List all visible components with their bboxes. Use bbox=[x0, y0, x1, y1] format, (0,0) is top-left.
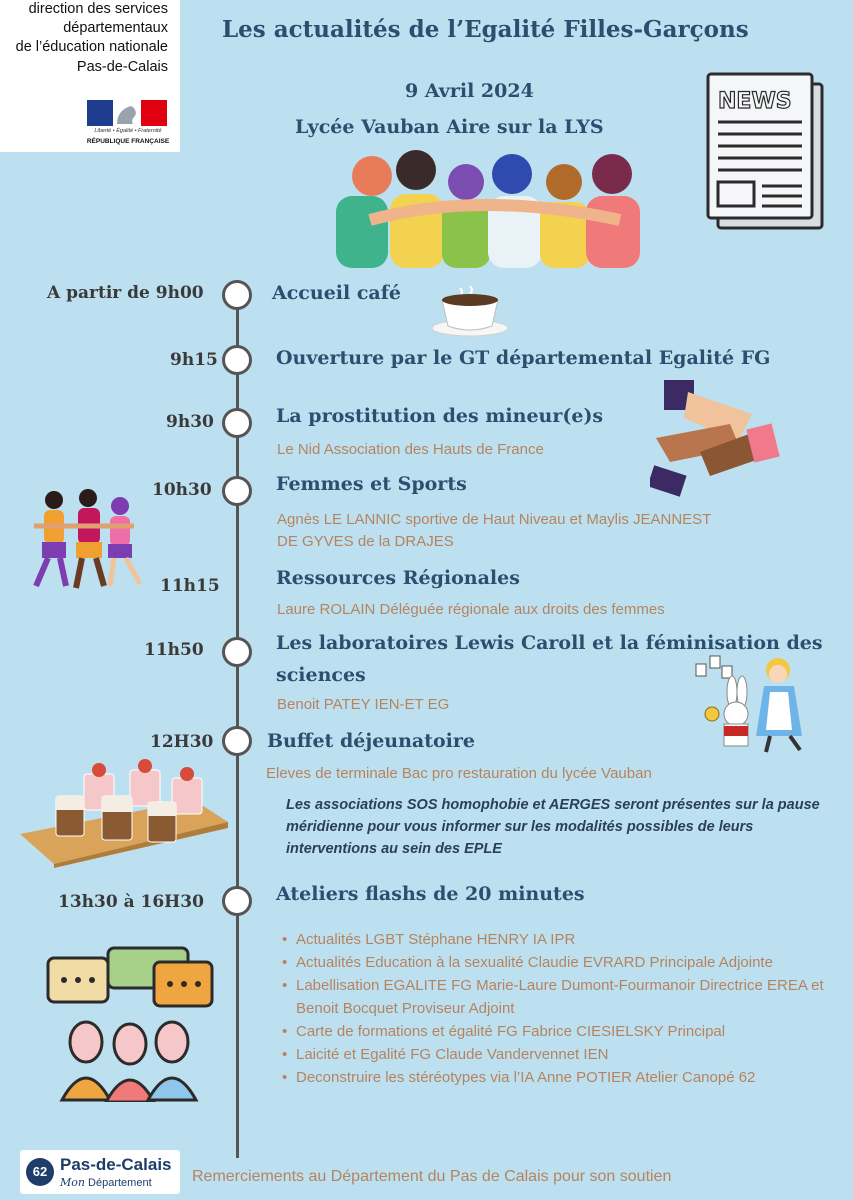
republic-motto: Liberté • Égalité • Fraternité bbox=[94, 128, 162, 134]
department-name: Pas-de-Calais bbox=[60, 1155, 172, 1174]
workshop-item: • Deconstruire les stéréotypes via l’IA Anne POTIER Atelier Canopé 62 bbox=[278, 1066, 838, 1089]
schedule-time: 11h15 bbox=[160, 576, 220, 596]
schedule-title: La prostitution des mineur(e)s bbox=[276, 405, 604, 427]
department-logo bbox=[20, 1150, 180, 1194]
women-basketball-illustration-icon bbox=[14, 486, 150, 594]
timeline-dot bbox=[222, 280, 252, 310]
schedule-title: Buffet déjeunatoire bbox=[267, 730, 475, 752]
org-line: départementaux bbox=[63, 20, 168, 36]
schedule-speaker: Benoit PATEY IEN-ET EG bbox=[277, 696, 450, 713]
schedule-time: 9h30 bbox=[166, 412, 214, 432]
discussion-group-icon bbox=[46, 946, 216, 1102]
event-date: 9 Avril 2024 bbox=[405, 80, 534, 102]
republic-name: RÉPUBLIQUE FRANÇAISE bbox=[86, 138, 170, 145]
schedule-title: Ateliers flashs de 20 minutes bbox=[276, 883, 585, 905]
schedule-title: Femmes et Sports bbox=[276, 473, 467, 495]
timeline-dot bbox=[222, 637, 252, 667]
acknowledgements: Remerciements au Département du Pas de Calais pour son soutien bbox=[192, 1168, 672, 1185]
workshop-item: • Laicité et Egalité FG Claude Vandervennet IEN bbox=[278, 1043, 838, 1066]
timeline-dot bbox=[222, 345, 252, 375]
department-tagline bbox=[60, 1176, 152, 1189]
event-venue: Lycée Vauban Aire sur la LYS bbox=[295, 116, 604, 138]
org-line: Pas-de-Calais bbox=[76, 59, 168, 75]
info-note: Les associations SOS homophobie et AERGES seront présentes sur la pause méridienne pour vous informer sur les modalités possibles de leurs interventions au sein des EPLE bbox=[286, 797, 820, 857]
schedule-title: Les laboratoires Lewis Caroll et la féminisation des bbox=[276, 632, 823, 654]
department-tagline-text: Département bbox=[84, 1177, 152, 1189]
newspaper-icon bbox=[704, 70, 826, 232]
department-tagline-mon: Mon bbox=[60, 1176, 85, 1189]
timeline-dot bbox=[222, 476, 252, 506]
schedule-speaker: Eleves de terminale Bac pro restauration du lycée Vauban bbox=[266, 765, 652, 782]
schedule-time: 9h15 bbox=[170, 350, 218, 370]
timeline-dot bbox=[222, 886, 252, 916]
schedule-time: 11h50 bbox=[144, 640, 204, 660]
schedule-title: Accueil café bbox=[272, 282, 401, 304]
schedule-time: 12H30 bbox=[150, 732, 214, 752]
org-line: direction des services bbox=[28, 1, 168, 17]
marianne-logo-icon bbox=[87, 100, 167, 126]
timeline-dot bbox=[222, 726, 252, 756]
department-badge: 62 bbox=[26, 1158, 54, 1186]
workshop-item: • Labellisation EGALITE FG Marie-Laure Dumont-Fourmanoir Directrice EREA et Benoit Bocquet Proviseur Adjoint bbox=[278, 974, 838, 1020]
schedule-speaker: Le Nid Association des Hauts de France bbox=[277, 441, 544, 458]
schedule-speaker: Agnès LE LANNIC sportive de Haut Niveau et Maylis JEANNEST bbox=[277, 511, 712, 528]
schedule-title: Ouverture par le GT départemental Egalité FG bbox=[276, 347, 771, 369]
schedule-time: 10h30 bbox=[152, 480, 212, 500]
schedule-time: 13h30 à 16H30 bbox=[58, 892, 204, 912]
schedule-time: A partir de 9h00 bbox=[47, 283, 204, 303]
coffee-cup-icon bbox=[430, 286, 510, 338]
schedule-speaker: Laure ROLAIN Déléguée régionale aux droits des femmes bbox=[277, 601, 665, 618]
workshop-item: • Actualités LGBT Stéphane HENRY IA IPR bbox=[278, 928, 838, 951]
workshop-list bbox=[278, 928, 838, 1089]
page-title: Les actualités de l’Egalité Filles-Garçons bbox=[222, 16, 749, 43]
schedule-title-continued: sciences bbox=[276, 664, 366, 686]
friends-group-illustration-icon bbox=[330, 150, 646, 268]
academy-logo bbox=[0, 0, 180, 152]
schedule-speaker: DE GYVES de la DRAJES bbox=[277, 533, 454, 550]
org-line: de l’éducation nationale bbox=[15, 39, 168, 55]
schedule-title: Ressources Régionales bbox=[276, 567, 520, 589]
workshop-item: • Actualités Education à la sexualité Claudie EVRARD Principale Adjointe bbox=[278, 951, 838, 974]
buffet-desserts-icon bbox=[18, 756, 230, 868]
news-label: NEWS bbox=[718, 89, 792, 114]
timeline-dot bbox=[222, 408, 252, 438]
workshop-item: • Carte de formations et égalité FG Fabrice CIESIELSKY Principal bbox=[278, 1020, 838, 1043]
hands-stacked-icon bbox=[650, 378, 782, 498]
alice-wonderland-illustration-icon bbox=[694, 652, 812, 756]
